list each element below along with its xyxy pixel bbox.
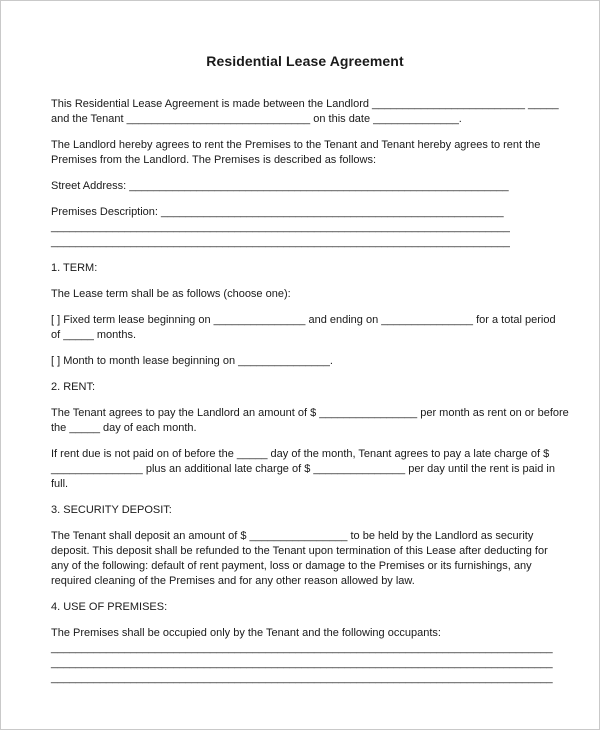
section-3-security-deposit-heading-line-1: 3. SECURITY DEPOSIT: bbox=[51, 504, 172, 516]
fixed-term-option-line-1: [ ] Fixed term lease beginning on _______________ and ending on _______________ for a total period bbox=[51, 314, 556, 326]
occupants-paragraph bbox=[51, 626, 559, 686]
premises-description-field-line-3: ___________________________________________________________________________ bbox=[51, 236, 510, 248]
late-charge-paragraph-line-2: _______________ plus an additional late charge of $ _______________ per day until the rent is paid in bbox=[51, 463, 555, 475]
section-3-security-deposit-heading bbox=[51, 503, 559, 518]
section-2-rent-heading bbox=[51, 380, 559, 395]
agreement-paragraph bbox=[51, 138, 559, 168]
premises-description-field-line-1: Premises Description: ________________________________________________________ bbox=[51, 206, 504, 218]
street-address-field-line-1: Street Address: ______________________________________________________________ bbox=[51, 180, 509, 192]
rent-amount-paragraph-line-2: the _____ day of each month. bbox=[51, 422, 197, 434]
agreement-paragraph-line-1: The Landlord hereby agrees to rent the Premises to the Tenant and Tenant hereby agrees to rent the bbox=[51, 139, 541, 151]
section-1-term-heading bbox=[51, 261, 559, 276]
occupants-paragraph-line-1: The Premises shall be occupied only by the Tenant and the following occupants: bbox=[51, 627, 441, 639]
late-charge-paragraph-line-1: If rent due is not paid on of before the _____ day of the month, Tenant agrees to pay a late charge of $ bbox=[51, 448, 550, 460]
intro-paragraph-line-2: and the Tenant ______________________________ on this date ______________. bbox=[51, 113, 462, 125]
premises-description-field bbox=[51, 205, 559, 250]
document-blocks bbox=[51, 97, 569, 686]
section-1-term-heading-line-1: 1. TERM: bbox=[51, 262, 98, 274]
occupants-paragraph-line-3: __________________________________________________________________________________ bbox=[51, 657, 553, 669]
occupants-paragraph-line-4: __________________________________________________________________________________ bbox=[51, 672, 553, 684]
intro-paragraph bbox=[51, 97, 559, 127]
security-deposit-paragraph-line-4: required cleaning of the Premises and for any other reason allowed by law. bbox=[51, 575, 415, 587]
security-deposit-paragraph-line-3: any of the following: default of rent payment, loss or damage to the Premises or its furnishings, any bbox=[51, 560, 532, 572]
street-address-field bbox=[51, 179, 559, 194]
intro-paragraph-line-1: This Residential Lease Agreement is made between the Landlord _________________________ _____ bbox=[51, 98, 559, 110]
premises-description-field-line-2: ___________________________________________________________________________ bbox=[51, 221, 510, 233]
rent-amount-paragraph bbox=[51, 406, 569, 436]
page-content bbox=[1, 1, 599, 686]
agreement-paragraph-line-2: Premises from the Landlord. The Premises is described as follows: bbox=[51, 154, 377, 166]
fixed-term-option-line-2: of _____ months. bbox=[51, 329, 137, 341]
fixed-term-option bbox=[51, 313, 559, 343]
late-charge-paragraph-line-3: full. bbox=[51, 478, 69, 490]
rent-amount-paragraph-line-1: The Tenant agrees to pay the Landlord an amount of $ ________________ per month as rent on or before bbox=[51, 407, 569, 419]
section-2-rent-heading-line-1: 2. RENT: bbox=[51, 381, 96, 393]
late-charge-paragraph bbox=[51, 447, 559, 492]
security-deposit-paragraph bbox=[51, 529, 559, 589]
page-title: Residential Lease Agreement bbox=[206, 53, 404, 69]
month-to-month-option bbox=[51, 354, 559, 369]
section-4-use-of-premises-heading bbox=[51, 600, 559, 615]
section-4-use-of-premises-heading-line-1: 4. USE OF PREMISES: bbox=[51, 601, 168, 613]
term-intro-line-1: The Lease term shall be as follows (choose one): bbox=[51, 288, 291, 300]
security-deposit-paragraph-line-1: The Tenant shall deposit an amount of $ ________________ to be held by the Landlord as security bbox=[51, 530, 534, 542]
occupants-paragraph-line-2: __________________________________________________________________________________ bbox=[51, 642, 553, 654]
security-deposit-paragraph-line-2: deposit. This deposit shall be refunded to the Tenant upon termination of this Lease after deducting for bbox=[51, 545, 548, 557]
month-to-month-option-line-1: [ ] Month to month lease beginning on _______________. bbox=[51, 355, 333, 367]
term-intro bbox=[51, 287, 559, 302]
